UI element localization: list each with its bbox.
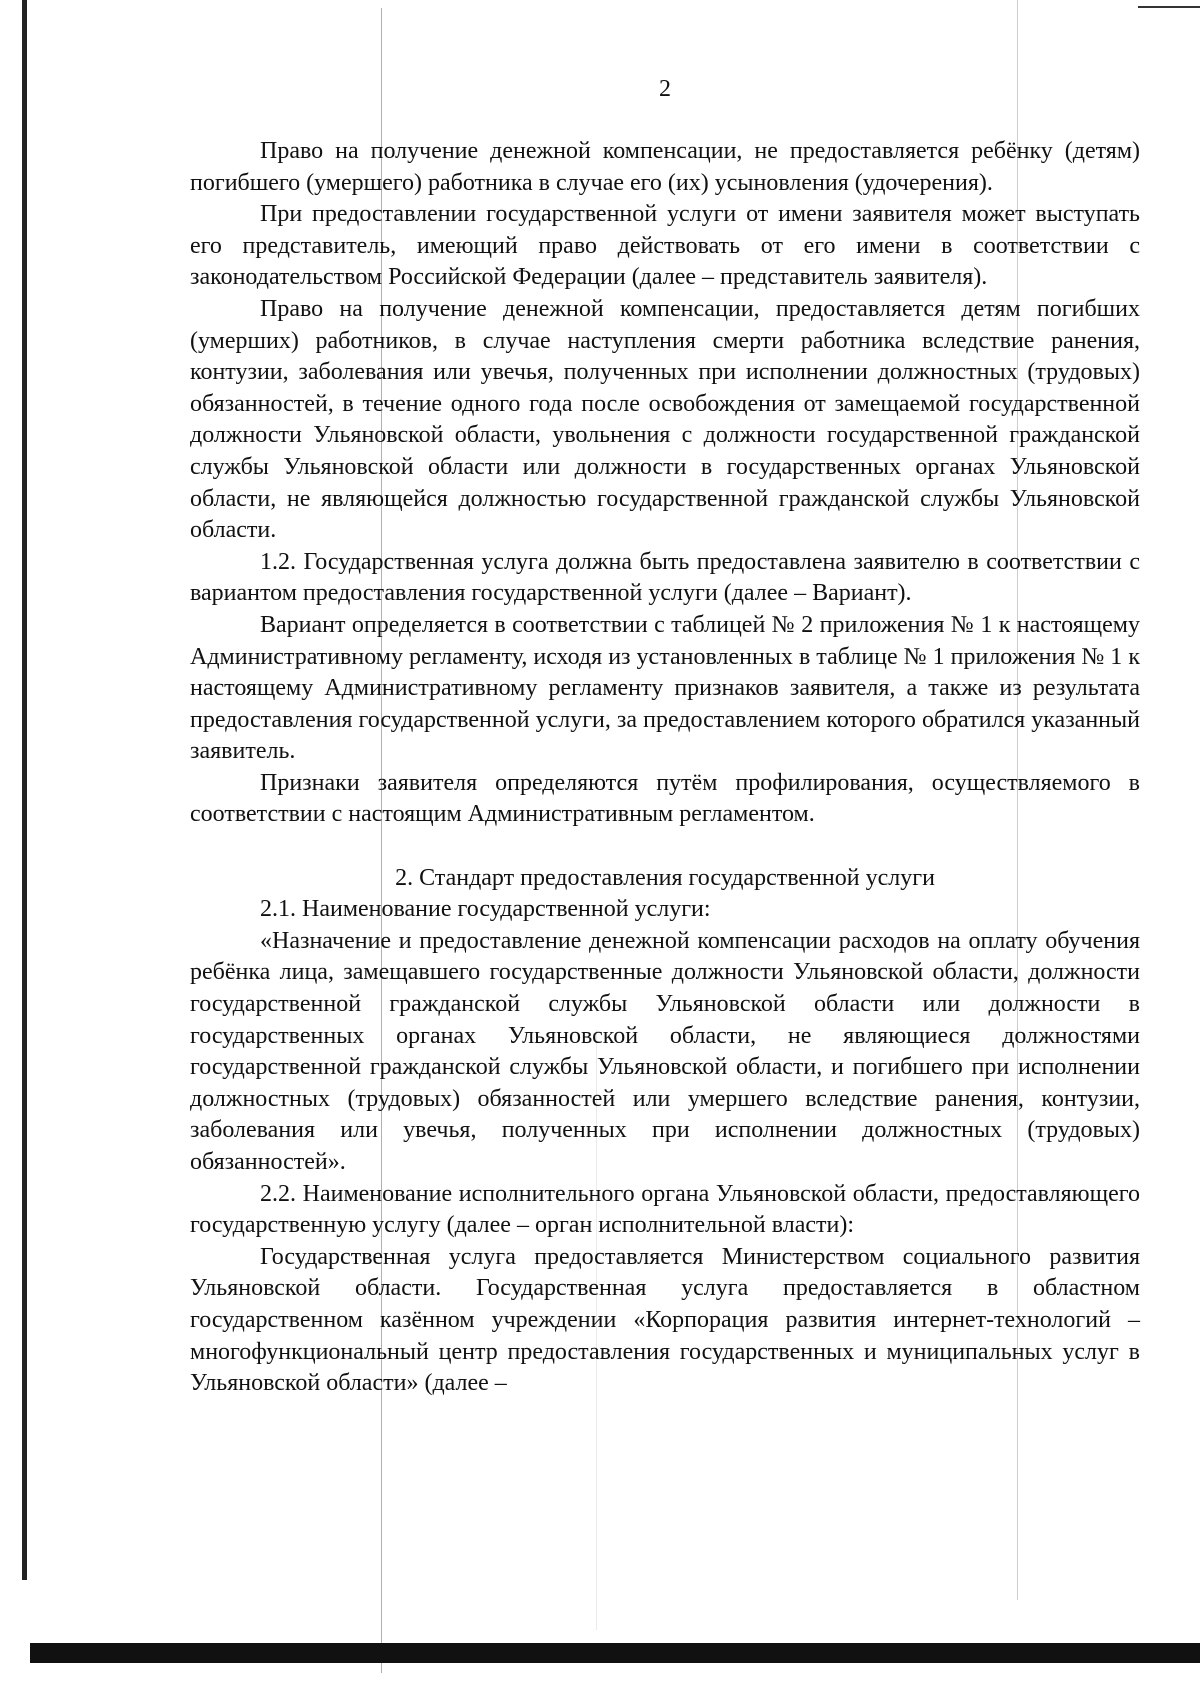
paragraph: Право на получение денежной компенсации, не предоставляется ребёнку (детям) погибшего (умершего) работника в случае его (их) усыновления (удочерения). [190, 138, 1140, 196]
scan-corner-mark [1138, 6, 1200, 8]
page-number: 2 [659, 76, 671, 102]
scan-edge-bottom [30, 1643, 1200, 1663]
paragraph: 2.1. Наименование государственной услуги: [260, 896, 711, 923]
paragraph: «Назначение и предоставление денежной компенсации расходов на оплату обучения ребёнка лица, замещавшего государственные должности Ульяновской области, должности государственной гражданской службы Ульяновской области или должности в государственных органах Ульяновской области, не являющиеся должностями государственной гражданской службы Ульяновской области, и погибшего при исполнении должностных (трудовых) обязанностей или умершего вследствие ранения, контузии, заболевания или увечья, полученных при исполнении должностных (трудовых) обязанностей». [190, 927, 1140, 1175]
document-body [190, 136, 1140, 1400]
paragraph: Вариант определяется в соответствии с таблицей № 2 приложения № 1 к настоящему Административному регламенту, исходя из установленных в таблице № 1 приложения № 1 к настоящему Административному регламенту признаков заявителя, а также из результата предоставления государственной услуги, за предоставлением которого обратился указанный заявитель. [190, 611, 1140, 765]
paragraph: Государственная услуга предоставляется Министерством социального развития Ульяновской области. Государственная услуга предоставляется в областном государственном казённом учреждении «Корпорация развития интернет-технологий – многофункциональный центр предоставления государственных и муниципальных услуг в Ульяновской области» (далее – [190, 1243, 1140, 1397]
paragraph: 2.2. Наименование исполнительного органа Ульяновской области, предоставляющего государственную услугу (далее – орган исполнительной власти): [190, 1180, 1140, 1239]
paragraph: Право на получение денежной компенсации, предоставляется детям погибших (умерших) работников, в случае наступления смерти работника вследствие ранения, контузии, заболевания или увечья, полученных при исполнении должностных (трудовых) обязанностей, в течение одного года после освобождения от замещаемой государственной должности Ульяновской области, увольнения с должности государственной гражданской службы Ульяновской области или должности в государственных органах Ульяновской области, не являющейся должностью государственной гражданской службы Ульяновской области. [190, 295, 1140, 544]
section-heading: 2. Стандарт предоставления государственной услуги [395, 864, 935, 891]
paragraph: Признаки заявителя определяются путём профилирования, осуществляемого в соответствии с настоящим Административным регламентом. [190, 769, 1140, 828]
scan-edge-left [22, 0, 27, 1580]
paragraph: При предоставлении государственной услуги от имени заявителя может выступать его представитель, имеющий право действовать от его имени в соответствии с законодательством Российской Федерации (далее – представитель заявителя). [190, 201, 1140, 291]
paragraph: 1.2. Государственная услуга должна быть предоставлена заявителю в соответствии с вариантом предоставления государственной услуги (далее – Вариант). [190, 548, 1140, 607]
